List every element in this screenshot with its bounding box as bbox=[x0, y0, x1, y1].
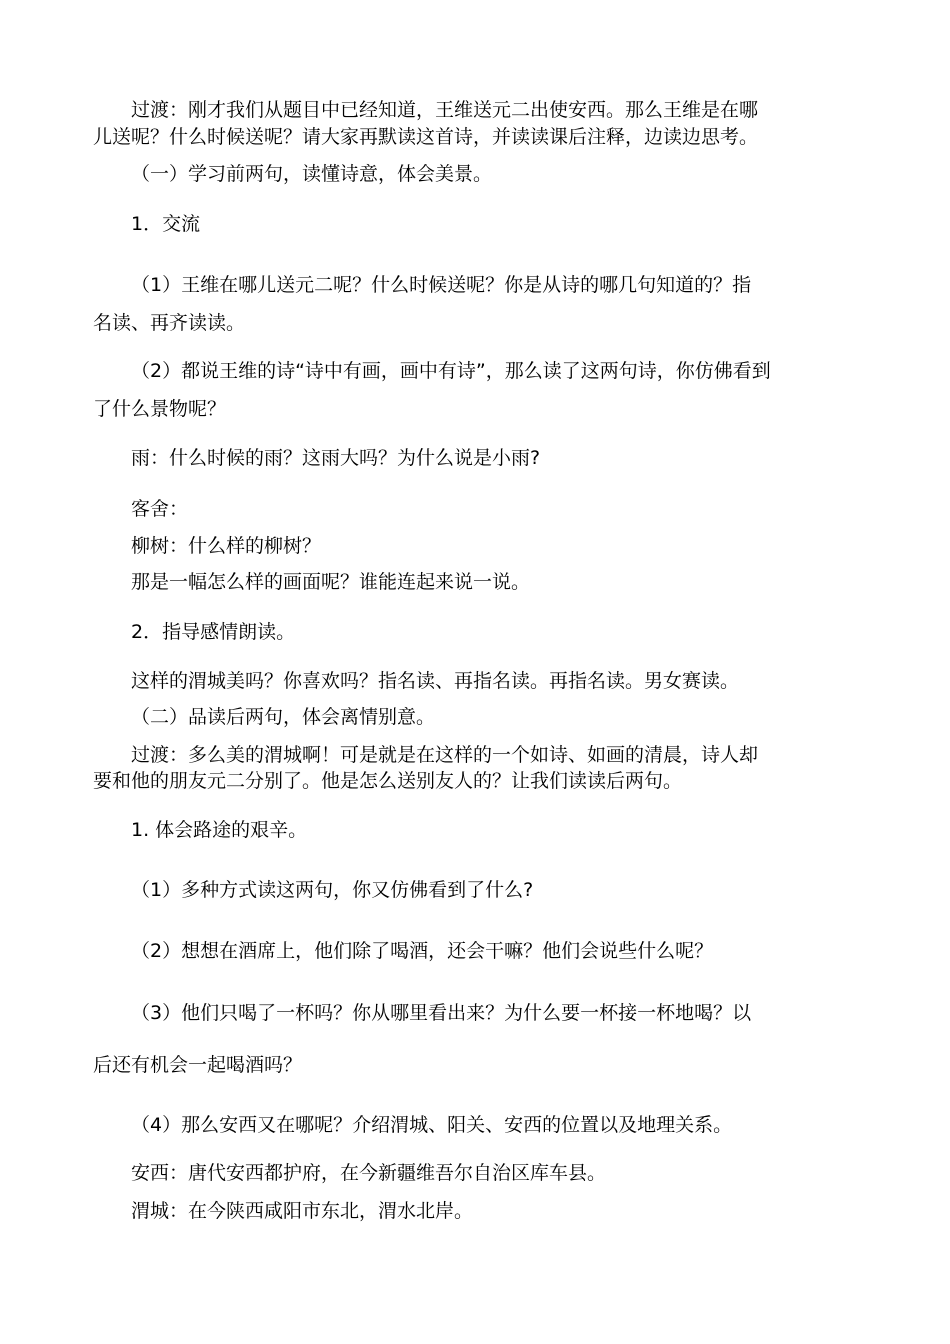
step-heading: 2．指导感情朗读。 bbox=[131, 621, 296, 643]
text-line: 后还有机会一起喝酒吗？ bbox=[93, 1054, 303, 1076]
text-line: 渭城：在今陕西咸阳市东北，渭水北岸。 bbox=[131, 1200, 474, 1222]
step-heading: 1．交流 bbox=[131, 213, 201, 235]
text-line: 客舍： bbox=[131, 498, 189, 520]
text-line: 儿送呢？什么时候送呢？请大家再默读这首诗，并读读课后注释，边读边思考。 bbox=[93, 126, 759, 148]
text-line: 柳树：什么样的柳树？ bbox=[131, 535, 322, 557]
text-line: 安西：唐代安西都护府，在今新疆维吾尔自治区库车县。 bbox=[131, 1162, 607, 1184]
section-heading: （一）学习前两句，读懂诗意，体会美景。 bbox=[131, 163, 493, 185]
section-heading: （二）品读后两句，体会离情别意。 bbox=[131, 706, 436, 728]
text-line: 过渡：刚才我们从题目中已经知道，王维送元二出使安西。那么王维是在哪 bbox=[131, 99, 759, 121]
text-line: 了什么景物呢？ bbox=[93, 398, 227, 420]
step-heading: 1. 体会路途的艰辛。 bbox=[131, 819, 308, 841]
text-line: （3）他们只喝了一杯吗？你从哪里看出来？为什么要一杯接一杯地喝？以 bbox=[131, 1002, 752, 1024]
text-line: （1）王维在哪儿送元二呢？什么时候送呢？你是从诗的哪几句知道的？指 bbox=[131, 274, 752, 296]
text-line: 名读、再齐读读。 bbox=[93, 312, 246, 334]
text-line: 要和他的朋友元二分别了。他是怎么送别友人的？让我们读读后两句。 bbox=[93, 770, 683, 792]
text-line: （4）那么安西又在哪呢？介绍渭城、阳关、安西的位置以及地理关系。 bbox=[131, 1114, 733, 1136]
text-line: 雨：什么时候的雨？这雨大吗？为什么说是小雨? bbox=[131, 447, 541, 469]
text-line: 过渡：多么美的渭城啊！可是就是在这样的一个如诗、如画的清晨，诗人却 bbox=[131, 744, 759, 766]
text-line: （1）多种方式读这两句，你又仿佛看到了什么? bbox=[131, 879, 534, 901]
text-line: （2）想想在酒席上，他们除了喝酒，还会干嘛？他们会说些什么呢？ bbox=[131, 940, 714, 962]
text-line: （2）都说王维的诗“诗中有画，画中有诗”，那么读了这两句诗，你仿佛看到 bbox=[131, 360, 771, 382]
text-line: 这样的渭城美吗？你喜欢吗？指名读、再指名读。再指名读。男女赛读。 bbox=[131, 670, 740, 692]
text-line: 那是一幅怎么样的画面呢？谁能连起来说一说。 bbox=[131, 571, 531, 593]
